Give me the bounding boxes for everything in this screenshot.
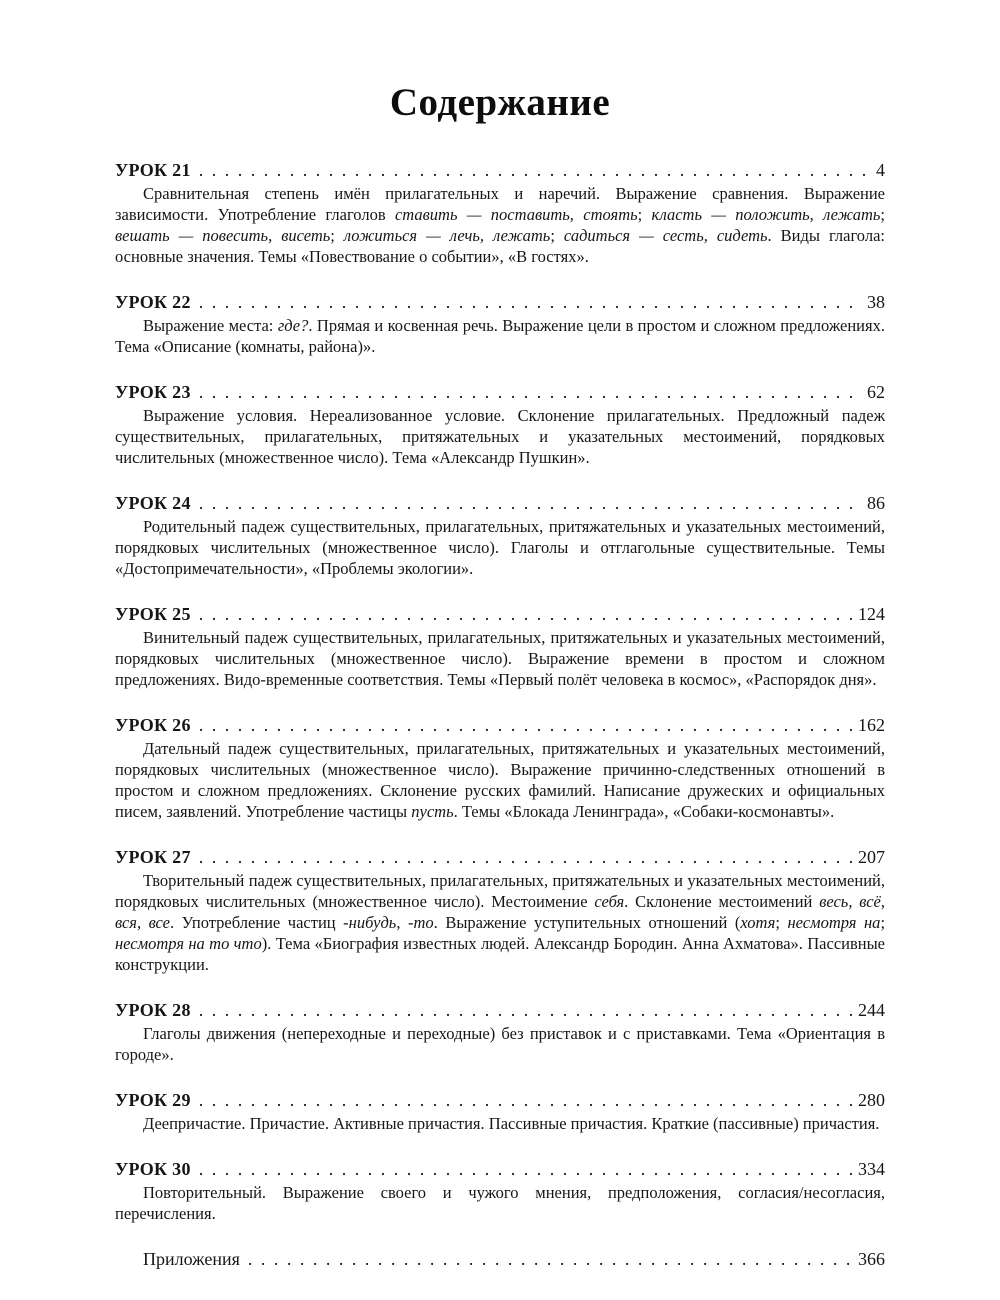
toc-entry — [115, 1248, 885, 1270]
toc-entry-page-number: 124 — [858, 604, 885, 624]
description-segment: класть — положить, лежать — [651, 205, 881, 224]
description-segment: ; — [330, 226, 344, 245]
toc-entry — [115, 603, 885, 690]
dot-leader — [199, 714, 852, 736]
description-segment: Дательный падеж существительных, прилагательных, притяжательных и указательных местоимений, порядковых числительных (множественное число). Выражение причинно-следственных отношений в простом и сложном предложениях. Склонение русских фамилий. Написание дружеских и официальных писем, заявлений. Употребление частицы — [115, 739, 885, 821]
dot-leader — [199, 1089, 852, 1111]
dot-leader — [199, 846, 852, 868]
dot-leader — [248, 1248, 852, 1270]
description-segment: ; — [880, 205, 885, 224]
toc-entry-label: УРОК 24 — [115, 493, 191, 513]
toc-entry-line — [115, 159, 885, 181]
toc-entry-description — [115, 183, 885, 267]
toc-entry-label: Приложения — [143, 1249, 240, 1269]
toc-entry-line — [115, 381, 885, 403]
toc-entry-description — [115, 315, 885, 357]
toc-entry — [115, 291, 885, 357]
toc-entry-page-number: 162 — [858, 715, 885, 735]
description-segment: Деепричастие. Причастие. Активные причастия. Пассивные причастия. Краткие (пассивные) причастия. — [143, 1114, 880, 1133]
description-segment: садиться — сесть, сидеть — [563, 226, 768, 245]
description-segment: ставить — поставить, стоять — [394, 205, 638, 224]
description-segment: . Склонение местоимений — [624, 892, 820, 911]
page-title: Содержание — [389, 81, 611, 124]
description-segment: где? — [277, 316, 309, 335]
description-segment: ). Тема «Биография известных людей. Александр Бородин. Анна Ахматова». Пассивные конструкции. — [115, 934, 886, 974]
dot-leader — [199, 1158, 852, 1180]
description-segment: . Выражение уступительных отношений ( — [433, 913, 741, 932]
dot-leader — [199, 291, 861, 313]
toc-entry-line — [115, 492, 885, 514]
dot-leader — [199, 492, 861, 514]
toc-entry-line — [115, 291, 885, 313]
description-segment: себя — [594, 892, 625, 911]
dot-leader — [199, 381, 861, 403]
toc-entry-label: УРОК 22 — [115, 292, 191, 312]
toc-entries — [115, 159, 885, 1270]
description-segment: весь, всё, вся, все — [115, 892, 885, 932]
toc-entry — [115, 1089, 885, 1134]
toc-entry-label: УРОК 23 — [115, 382, 191, 402]
toc-entry-page-number: 62 — [867, 382, 885, 402]
toc-entry-line — [115, 1089, 885, 1111]
toc-entry-label: УРОК 26 — [115, 715, 191, 735]
description-segment: ; — [775, 913, 788, 932]
description-segment: . Употребление частиц — [169, 913, 344, 932]
description-segment: Глаголы движения (непереходные и переходные) без приставок и с приставками. Тема «Ориентация в городе». — [115, 1024, 885, 1064]
toc-entry-description — [115, 1113, 885, 1134]
toc-entry — [115, 1158, 885, 1224]
toc-entry-line — [115, 603, 885, 625]
toc-entry — [115, 846, 885, 975]
description-segment: Творительный падеж существительных, прилагательных, притяжательных и указательных местоимений, порядковых числительных (множественное число). Местоимение — [115, 871, 885, 911]
toc-entry-label: УРОК 28 — [115, 1000, 191, 1020]
toc-entry-label: УРОК 21 — [115, 160, 191, 180]
toc-entry — [115, 999, 885, 1065]
description-segment: Винительный падеж существительных, прилагательных, притяжательных и указательных местоимений, порядковых числительных (множественное число). Выражение времени в простом и сложном предложениях. Видо-временные соответствия. Темы «Первый полёт человека в космос», «Распорядок дня». — [115, 628, 885, 689]
description-segment: Выражение места: — [143, 316, 278, 335]
toc-entry — [115, 492, 885, 579]
toc-entry-line — [115, 999, 885, 1021]
dot-leader — [199, 603, 852, 625]
toc-entry-line — [115, 1158, 885, 1180]
description-segment: ложиться — лечь, лежать — [343, 226, 551, 245]
toc-entry — [115, 159, 885, 267]
description-segment: -нибудь — [343, 913, 397, 932]
toc-entry-page-number: 366 — [858, 1249, 885, 1269]
dot-leader — [199, 999, 852, 1021]
dot-leader — [199, 159, 870, 181]
description-segment: . Виды глагола: основные значения. Темы «Повествование о событии», «В гостях». — [115, 226, 885, 266]
description-segment: Родительный падеж существительных, прилагательных, притяжательных и указательных местоимений, порядковых числительных (множественное число). Глаголы и отглагольные существительные. Темы «Достопримечательности», «Проблемы экологии». — [115, 517, 885, 578]
toc-entry-description — [115, 870, 885, 975]
description-segment: Выражение условия. Нереализованное условие. Склонение прилагательных. Предложный падеж существительных, прилагательных, притяжательных и указательных местоимений, порядковых числительных (множественное число). Тема «Александр Пушкин». — [115, 406, 885, 467]
description-segment: ; — [550, 226, 564, 245]
description-segment: пусть — [411, 802, 454, 821]
description-segment: Повторительный. Выражение своего и чужого мнения, предположения, согласия/несогласия, перечисления. — [115, 1183, 885, 1223]
toc-entry-page-number: 280 — [858, 1090, 885, 1110]
description-segment: , — [396, 913, 408, 932]
toc-entry-label: УРОК 25 — [115, 604, 191, 624]
toc-entry-description — [115, 738, 885, 822]
description-segment: ; — [637, 205, 652, 224]
toc-entry-label: УРОК 27 — [115, 847, 191, 867]
description-segment: . Темы «Блокада Ленинграда», «Собаки-космонавты». — [453, 802, 835, 821]
toc-entry-description — [115, 1182, 885, 1224]
toc-entry-description — [115, 627, 885, 690]
toc-entry-description — [115, 516, 885, 579]
description-segment: Сравнительная степень имён прилагательных и наречий. Выражение сравнения. Выражение зависимости. Употребление глаголов — [115, 184, 885, 224]
toc-entry-label: УРОК 30 — [115, 1159, 191, 1179]
toc-entry-description — [115, 405, 885, 468]
toc-entry-description — [115, 1023, 885, 1065]
toc-entry-page-number: 334 — [858, 1159, 885, 1179]
description-segment: -то — [407, 913, 434, 932]
toc-entry-page-number: 86 — [867, 493, 885, 513]
toc-entry-line — [115, 1248, 885, 1270]
toc-entry-label: УРОК 29 — [115, 1090, 191, 1110]
description-segment: ; — [880, 913, 886, 932]
toc-entry-page-number: 4 — [876, 160, 885, 180]
description-segment: хотя — [740, 913, 776, 932]
description-segment: несмотря на то что — [115, 934, 262, 953]
description-segment: . Прямая и косвенная речь. Выражение цели в простом и сложном предложениях. Тема «Описание (комнаты, района)». — [115, 316, 885, 356]
toc-entry — [115, 381, 885, 468]
description-segment: вешать — повесить, висеть — [115, 226, 331, 245]
toc-entry-page-number: 38 — [867, 292, 885, 312]
toc-entry-page-number: 244 — [858, 1000, 885, 1020]
toc-entry-line — [115, 846, 885, 868]
toc-entry-page-number: 207 — [858, 847, 885, 867]
toc-entry-line — [115, 714, 885, 736]
description-segment: несмотря на — [787, 913, 881, 932]
toc-entry — [115, 714, 885, 822]
